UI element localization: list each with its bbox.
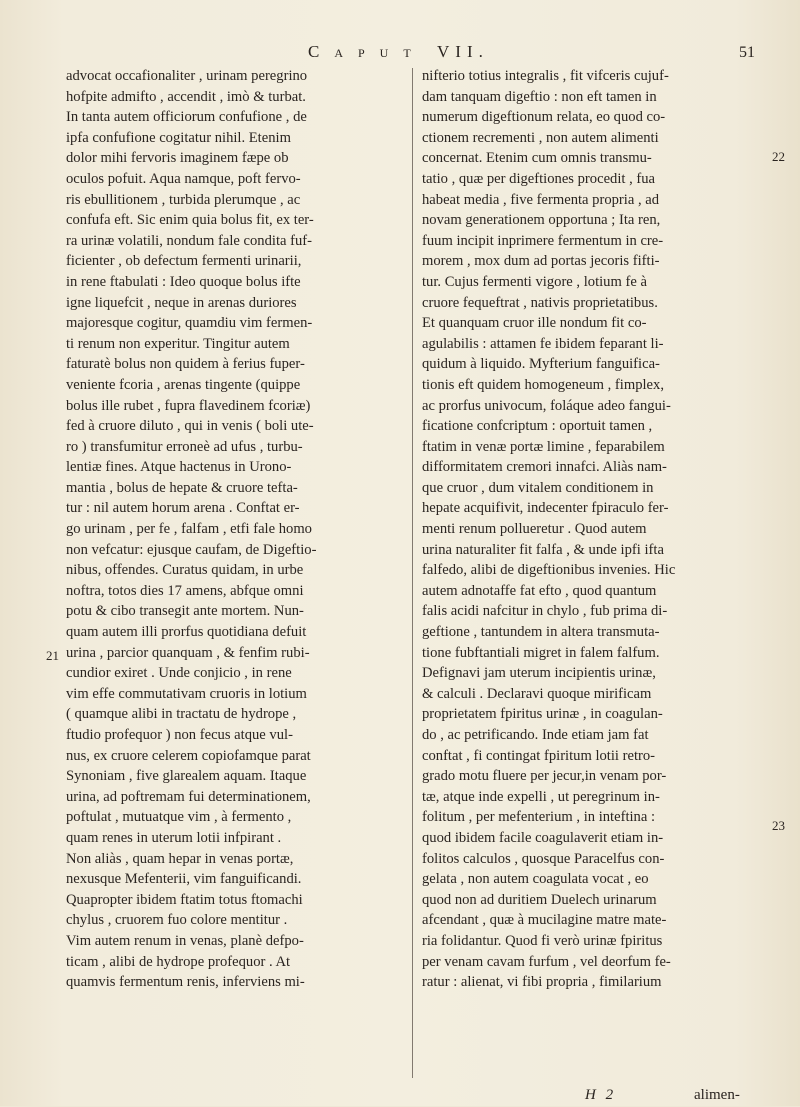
text-line: igne liquefcit , neque in arenas duriores	[66, 294, 297, 311]
text-line: agulabilis : attamen fe ibidem feparant li-	[422, 335, 664, 352]
text-line: ro ) transfumitur erroneè ad ufus , turbu-	[66, 438, 303, 455]
text-line: fuum incipit inprimere fermentum in cre-	[422, 232, 664, 249]
text-line: faturatè bolus non quidem à ferius fuper-	[66, 356, 305, 373]
catchword: alimen-	[694, 1087, 740, 1103]
text-line: habeat media , five fermenta propria , ad	[422, 191, 660, 208]
text-line: go urinam , per fe , falfam , etfi fale homo	[66, 521, 312, 538]
text-line: ftudio profequor ) non fecus atque vul-	[66, 727, 293, 743]
text-line: concernat. Etenim cum omnis transmu-	[422, 150, 652, 167]
text-line: In tanta autem officiorum confufione , de	[66, 109, 307, 126]
text-line: per venam cavam furfum , vel deorfum fe-	[422, 953, 671, 970]
text-line: morem , mox dum ad portas jecoris fifti-	[422, 253, 660, 270]
text-line: vim effe commutativam cruoris in lotium	[66, 685, 307, 702]
text-line: ra urinæ volatili, nondum fale condita fuf-	[66, 232, 312, 249]
margin-section-number: 22	[772, 149, 785, 164]
text-line: tur : nil autem horum arena . Conftat er-	[66, 500, 300, 517]
text-line: majoresque cogitur, quamdiu vim fermen-	[66, 315, 313, 332]
text-line: tione fubftantiali migret in falem falfum.	[422, 644, 660, 661]
text-line: difformitatem cremori innafci. Aliàs nam-	[422, 459, 667, 476]
text-line: non vefcatur: ejusque caufam, de Digeftio-	[66, 541, 317, 558]
margin-section-number: 23	[772, 818, 785, 833]
text-line: nus, ex cruore celerem copiofamque parat	[66, 747, 311, 764]
text-line: poftulat , mutuatque vim , à fermento ,	[66, 809, 292, 826]
text-line: ftatim in venæ portæ limine , feparabilem	[422, 438, 665, 455]
text-line: cundior exiret . Unde conjicio , in rene	[66, 665, 292, 682]
text-line: tæ, atque inde expelli , ut peregrinum in-	[422, 788, 660, 805]
running-head-chapter: Caput	[308, 42, 426, 61]
signature-mark: H 2	[585, 1087, 617, 1103]
text-line: Synoniam , five glarealem aquam. Itaque	[66, 768, 307, 785]
text-line: dolor mihi fervoris imaginem fæpe ob	[66, 150, 289, 167]
text-line: veniente fcoria , arenas tingente (quippe	[66, 376, 301, 393]
text-line: nexusque Mefenterii, vim fanguificandi.	[66, 871, 302, 888]
page-footer	[0, 1087, 800, 1107]
text-line: numerum digeftionum relata, eo quod co-	[422, 109, 666, 126]
text-line: menti renum pollueretur . Quod autem	[422, 521, 647, 538]
text-line: ria folidantur. Quod fi verò urinæ fpiritus	[422, 932, 663, 949]
text-line: Et quanquam cruor ille nondum fit co-	[422, 315, 647, 332]
text-line: dam tanquam digeftio : non eft tamen in	[422, 88, 657, 105]
text-line: novam generationem opportuna ; Ita ren,	[422, 212, 661, 229]
text-line: grado motu fluere per jecur,in venam por-	[422, 768, 667, 785]
running-head-chapter-number: VII.	[437, 42, 489, 61]
text-line: geftione , tantundem in altera transmuta-	[422, 624, 660, 641]
text-line: fed à cruore diluto , qui in venis ( boli ute-	[66, 418, 314, 435]
text-line: quam renes in uterum lotii infpirant .	[66, 829, 282, 846]
text-line: ratur : alienat, vi fibi propria , fimilarium	[422, 974, 662, 991]
text-line: tur. Cujus fermenti vigore , lotium fe à	[422, 273, 647, 290]
text-line: quam autem illi prorfus quotidiana defuit	[66, 624, 307, 641]
text-line: afcendant , quæ à mucilagine matre mate-	[422, 912, 667, 929]
text-line: potu & cibo transegit ante mortem. Nun-	[66, 603, 304, 620]
text-line: gelata , non autem coagulata vocat , eo	[422, 871, 649, 888]
text-line: ctionem recrementi , non autem alimenti	[422, 129, 659, 146]
text-line: lentiæ fines. Atque hactenus in Urono-	[66, 459, 292, 476]
text-line: folitum , per mefenterium , in inteftina :	[422, 809, 656, 826]
text-line: noftra, totos dies 17 amens, abfque omni	[66, 582, 304, 599]
text-line: ris ebullitionem , turbida plerumque , ac	[66, 191, 301, 208]
text-line: falfedo, alibi de digeftionibus invenies. Hic	[422, 562, 676, 579]
text-line: falis acidi nafcitur in chylo , fub prima di-	[422, 603, 668, 620]
text-line: ( quamque alibi in tractatu de hydrope ,	[66, 706, 297, 723]
text-line: nibus, offendes. Curatus quidam, in urbe	[66, 562, 304, 579]
text-line: cruore fequeftrat , nativis proprietatibus.	[422, 294, 658, 311]
right-text-column	[422, 66, 764, 993]
text-line: ficatione confcriptum : oportuit tamen ,	[422, 418, 653, 435]
text-line: ipfa confufione cogitatur nihil. Etenim	[66, 129, 291, 146]
page-number: 51	[739, 44, 755, 61]
margin-section-number: 21	[46, 648, 59, 663]
text-line: hepate acquifivit, indecenter fpiraculo fer-	[422, 500, 669, 517]
text-line: ficienter , ob defectum fermenti urinarii,	[66, 253, 302, 270]
text-line: urina , parcior quanquam , & fenfim rubi-	[66, 644, 310, 661]
text-line: bolus ille rubet , fupra flavedinem fcoriæ)	[66, 397, 311, 414]
text-line: urina, ad poftremam fui determinationem,	[66, 788, 311, 805]
text-line: in rene ftabulati : Ideo quoque bolus ifte	[66, 273, 301, 290]
text-line: autem adnotaffe fat efto , quod quantum	[422, 582, 657, 599]
text-line: que cruor , dum vitalem conditionem in	[422, 479, 654, 496]
text-line: quod ibidem facile coagulaverit etiam in-	[422, 829, 664, 846]
text-line: hofpite admifto , accendit , imò & turbat.	[66, 88, 306, 105]
text-line: Vim autem renum in venas, planè defpo-	[66, 932, 304, 949]
text-line: conftat , fi contingat fpiritum lotii retro-	[422, 747, 656, 764]
text-line: ticam , alibi de hydrope profequor . At	[66, 953, 291, 970]
text-line: advocat occafionaliter , urinam peregrino	[66, 68, 308, 84]
text-line: Non aliàs , quam hepar in venas portæ,	[66, 850, 294, 867]
column-divider	[412, 68, 413, 1078]
text-line: & calculi . Declaravi quoque mirificam	[422, 685, 652, 702]
text-line: quod non ad duritiem Duelech urinarum	[422, 891, 657, 908]
text-line: oculos pofuit. Aqua namque, poft fervo-	[66, 170, 301, 187]
text-line: nifterio totius integralis , fit vifceris cujuf-	[422, 68, 669, 84]
text-line: mantia , bolus de hepate & cruore tefta-	[66, 479, 298, 496]
text-line: Quapropter ibidem ftatim totus ftomachi	[66, 891, 303, 908]
text-line: quamvis fermentum renis, inferviens mi-	[66, 974, 305, 991]
running-head	[0, 42, 800, 66]
text-line: tatio , quæ per digeftiones procedit , fua	[422, 170, 656, 187]
text-line: tionis eft quidem homogeneum , fimplex,	[422, 376, 664, 393]
text-line: quidum à liquido. Myfterium fanguifica-	[422, 356, 660, 373]
text-line: do , ac petrificando. Inde etiam jam fat	[422, 727, 649, 743]
text-line: folitos calculos , quosque Paracelfus con-	[422, 850, 665, 867]
text-line: confufa eft. Sic enim quia bolus fit, ex ter-	[66, 212, 314, 229]
text-line: Defignavi jam uterum incipientis urinæ,	[422, 665, 656, 682]
text-line: urina naturaliter fit falfa , & unde ipfi ifta	[422, 541, 664, 558]
text-line: ti renum non experitur. Tingitur autem	[66, 335, 290, 352]
text-line: proprietatem fpiritus urinæ , in coagulan-	[422, 706, 663, 723]
text-line: ac prorfus univocum, foláque adeo fangui-	[422, 397, 671, 414]
left-text-column	[66, 66, 400, 993]
text-line: chylus , cruorem fuo colore mentitur .	[66, 912, 288, 929]
